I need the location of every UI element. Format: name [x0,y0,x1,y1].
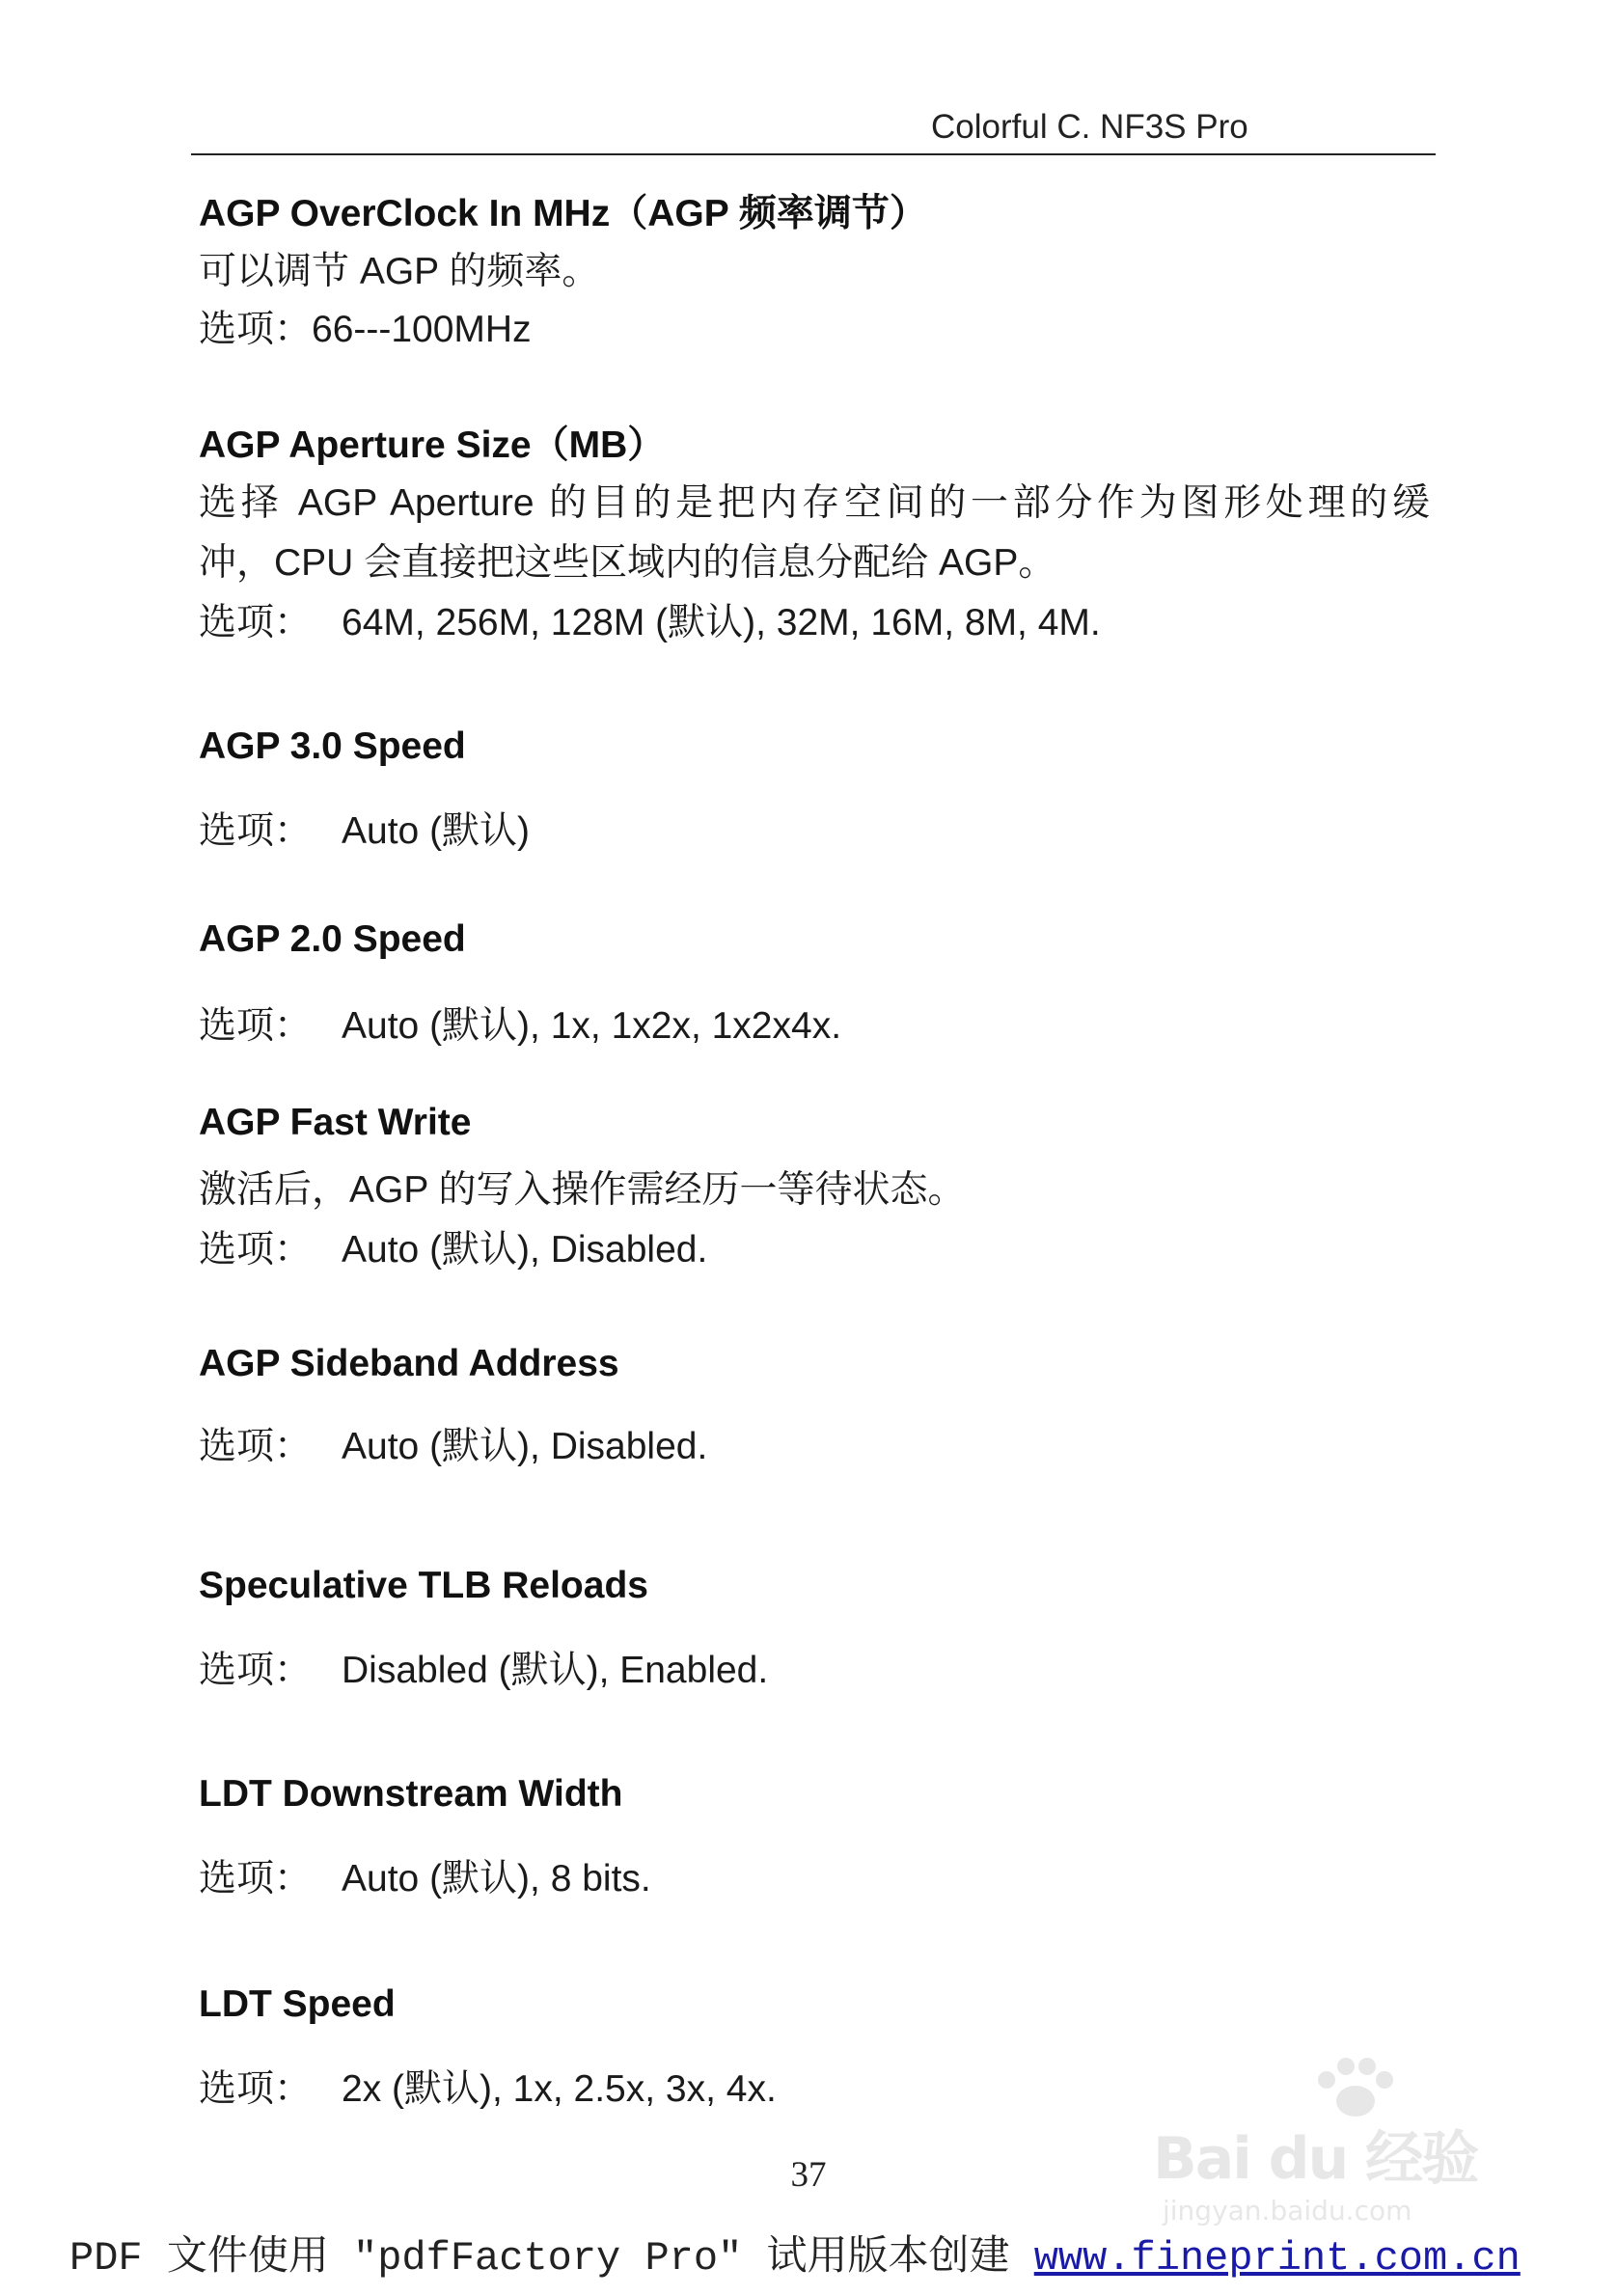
section-heading-ldt-downstream: LDT Downstream Width [199,1773,623,1815]
section-heading-agp-overclock: AGP OverClock In MHz（AGP 频率调节） [199,193,927,234]
section-heading-speculative-tlb: Speculative TLB Reloads [199,1565,648,1606]
section-text-agp-fast-write: 激活后，AGP 的写入操作需经历一等待状态。 [199,1169,966,1211]
option-value: Auto (默认), 8 bits. [342,1858,651,1900]
option-line-speculative-tlb [199,1640,768,1694]
option-value: Auto (默认), 1x, 1x2x, 1x2x4x. [342,1005,842,1047]
section-heading-agp-20-speed: AGP 2.0 Speed [199,918,466,960]
option-label: 选项： [199,1650,313,1691]
section-heading-agp-sideband: AGP Sideband Address [199,1343,619,1384]
section-heading-ldt-speed: LDT Speed [199,1983,396,2025]
option-line-ldt-speed [199,2059,777,2113]
option-label: 选项： [199,1858,313,1900]
option-line-agp-fast-write [199,1219,707,1273]
running-header: Colorful C. NF3S Pro [931,108,1248,146]
option-line-agp-overclock [199,299,532,353]
option-label: 选项： [199,602,313,643]
option-value: Auto (默认) [342,810,531,852]
option-value: Disabled (默认), Enabled. [342,1650,769,1691]
section-text-agp-overclock: 可以调节 AGP 的频率。 [199,251,600,292]
option-value: 66---100MHz [312,309,532,350]
watermark-url: jingyan.baidu.com [1163,2195,1412,2227]
option-label: 选项： [199,309,313,350]
option-label: 选项： [199,1005,313,1047]
option-label: 选项： [199,1426,313,1467]
footer-text: PDF 文件使用 "pdfFactory Pro" 试用版本创建 [69,2235,1010,2282]
pdf-footer [69,2224,1521,2282]
header-rule [191,153,1436,155]
option-value: Auto (默认), Disabled. [342,1229,708,1271]
option-value: 2x (默认), 1x, 2.5x, 3x, 4x. [342,2068,777,2110]
option-label: 选项： [199,2068,313,2110]
footer-link[interactable]: www.fineprint.com.cn [1033,2235,1521,2282]
option-line-agp-30-speed [199,801,530,855]
option-value: Auto (默认), Disabled. [342,1426,708,1467]
section-text-agp-aperture-1: 选择 AGP Aperture 的目的是把内存空间的一部分作为图形处理的缓 [199,482,1430,524]
option-label: 选项： [199,1229,313,1271]
page-number: 37 [790,2155,827,2195]
section-heading-agp-30-speed: AGP 3.0 Speed [199,725,466,767]
option-line-agp-aperture [199,592,1101,646]
section-text-agp-aperture-2: 冲，CPU 会直接把这些区域内的信息分配给 AGP。 [199,542,1056,584]
option-label: 选项： [199,810,313,852]
watermark-brand: Bai du 经验 [1153,2125,1478,2193]
option-value: 64M, 256M, 128M (默认), 32M, 16M, 8M, 4M. [342,602,1101,643]
section-heading-agp-fast-write: AGP Fast Write [199,1102,472,1143]
option-line-agp-sideband [199,1416,707,1470]
section-heading-agp-aperture: AGP Aperture Size（MB） [199,424,666,466]
option-line-agp-20-speed [199,996,841,1050]
option-line-ldt-downstream [199,1848,651,1902]
